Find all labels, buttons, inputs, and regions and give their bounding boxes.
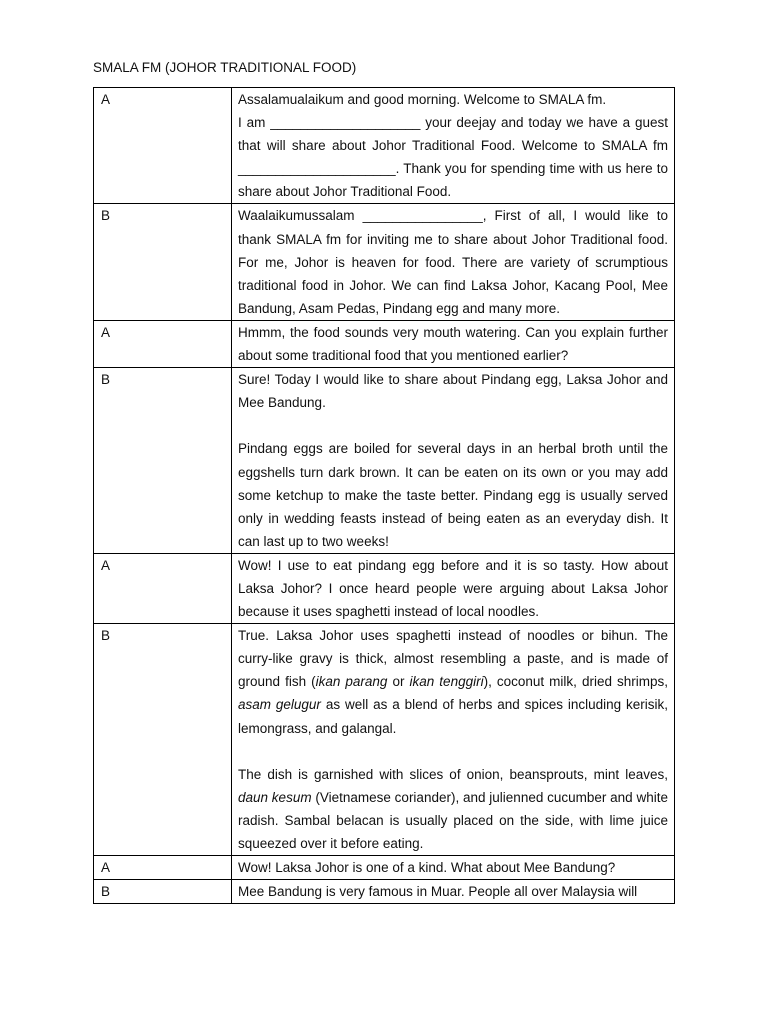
italic-term: ikan parang	[315, 674, 388, 690]
speaker-label: B	[94, 624, 232, 856]
paragraph-spacer	[238, 740, 668, 763]
dialogue-paragraph: Sure! Today I would like to share about Pindang egg, Laksa Johor and Mee Bandung.	[238, 372, 668, 411]
dialogue-text: Waalaikumussalam ________________, First of all, I would like to thank SMALA fm for inviting me to share about Johor Traditional food. For me, Johor is heaven for food. There are variety of scrumptious traditional food in Johor. We can find Laksa Johor, Kacang Pool, Mee Bandung, Asam Pedas, Pindang egg and many more.	[238, 208, 668, 316]
text-run: (Vietnamese coriander), and julienned cucumber and white radish. Sambal belacan is usually placed on the side, with lime juice squeezed over it before eating.	[238, 789, 668, 851]
italic-term: ikan tenggiri	[409, 674, 484, 690]
table-row	[94, 320, 675, 367]
dialogue-line	[232, 624, 675, 856]
table-row	[94, 624, 675, 856]
speaker-label: B	[94, 204, 232, 320]
dialogue-text: Wow! Laksa Johor is one of a kind. What about Mee Bandung?	[238, 860, 616, 876]
dialogue-line	[232, 204, 675, 320]
dialogue-line	[232, 320, 675, 367]
table-row	[94, 856, 675, 880]
table-row	[94, 88, 675, 204]
text-run: True. Laksa Johor uses spaghetti instead of noodles or bihun. The curry-like gravy is thick, almost resembling a paste, and is made of ground fish (	[238, 628, 668, 690]
dialogue-paragraph: Pindang eggs are boiled for several days in an herbal broth until the eggshells turn dark brown. It can be eaten on its own or you may add some ketchup to make the taste better. Pindang egg is usually served only in wedding feasts instead of being eaten as an everyday dish. It can last up to two weeks!	[238, 441, 668, 549]
page-title: SMALA FM (JOHOR TRADITIONAL FOOD)	[93, 60, 357, 75]
italic-term: daun kesum	[238, 789, 312, 805]
text-run: or	[387, 674, 410, 690]
speaker-label: A	[94, 320, 232, 367]
dialogue-line	[232, 88, 675, 204]
text-run: ), coconut milk, dried shrimps,	[483, 674, 669, 690]
paragraph-spacer	[238, 414, 668, 437]
dialogue-line	[232, 368, 675, 554]
dialogue-paragraph	[238, 624, 668, 739]
italic-term: asam gelugur	[238, 697, 321, 713]
table-row	[94, 880, 675, 904]
text-run: as well as a blend of herbs and spices including kerisik, lemongrass, and galangal.	[238, 697, 668, 736]
speaker-label: B	[94, 368, 232, 554]
radio-script-table	[93, 87, 675, 904]
speaker-label: A	[94, 88, 232, 204]
dialogue-text: Hmmm, the food sounds very mouth watering. Can you explain further about some traditional food that you mentioned earlier?	[238, 324, 668, 364]
dialogue-text: Wow! I use to eat pindang egg before and it is so tasty. How about Laksa Johor? I once heard people were arguing about Laksa Johor because it uses spaghetti instead of local noodles.	[238, 557, 668, 620]
table-row	[94, 368, 675, 554]
text-run: The dish is garnished with slices of onion, beansprouts, mint leaves,	[238, 766, 668, 782]
speaker-label: A	[94, 856, 232, 880]
table-row	[94, 204, 675, 320]
speaker-label: A	[94, 553, 232, 623]
dialogue-paragraph	[238, 763, 668, 855]
dialogue-line	[232, 856, 675, 880]
table-row	[94, 553, 675, 623]
dialogue-line	[232, 553, 675, 623]
dialogue-line	[232, 880, 675, 904]
dialogue-text: Mee Bandung is very famous in Muar. People all over Malaysia will	[238, 884, 638, 900]
speaker-label: B	[94, 880, 232, 904]
dialogue-text: I am ____________________ your deejay and today we have a guest that will share about Johor Traditional Food. Welcome to SMALA fm _____________________. Thank you for spending time with us here to share about Johor Traditional Food.	[238, 115, 668, 200]
dialogue-greeting: Assalamualaikum and good morning. Welcome to SMALA fm.	[238, 92, 607, 107]
